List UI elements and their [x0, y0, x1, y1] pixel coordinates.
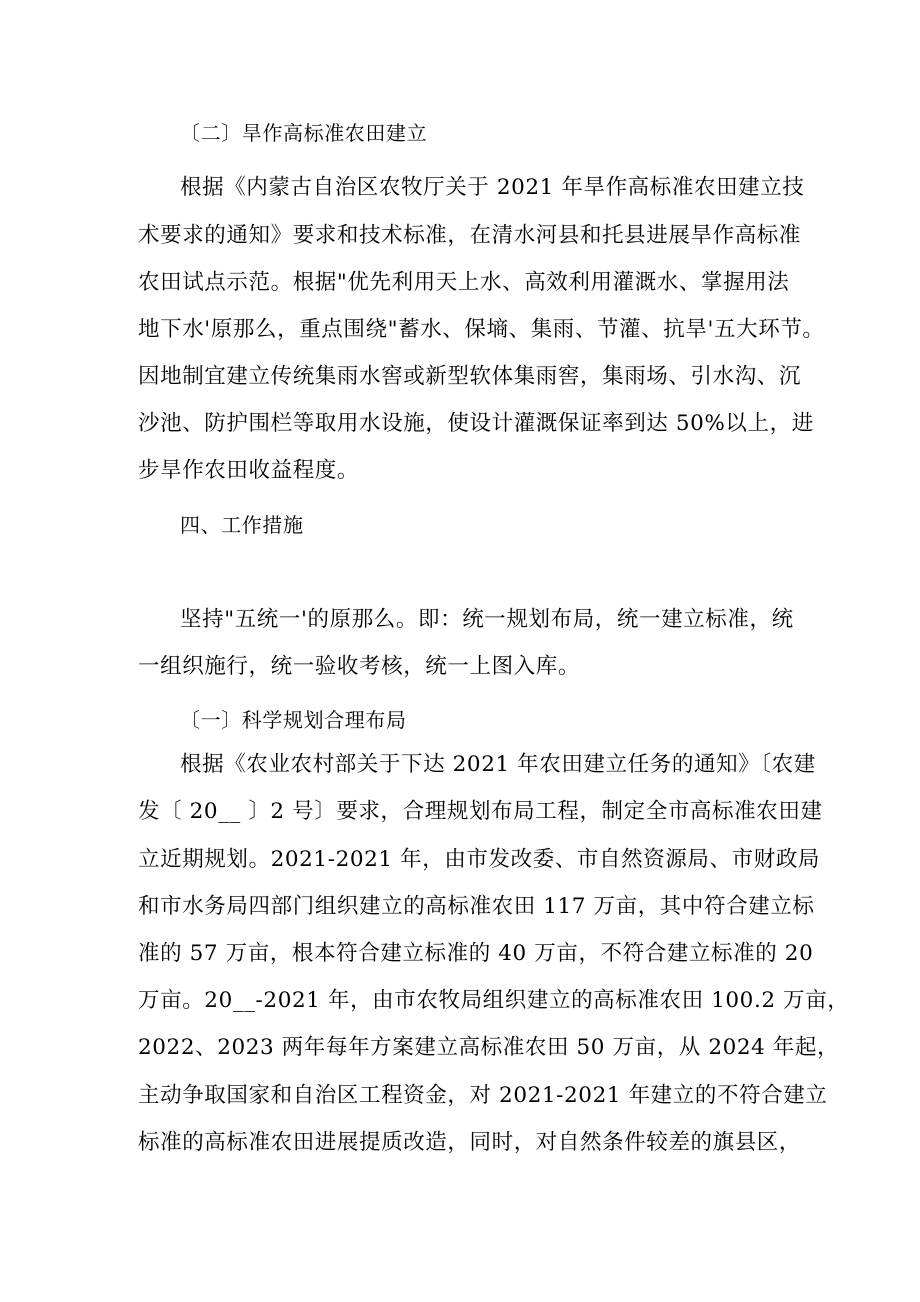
paragraph-line: 根据《内蒙古自治区农牧厅关于 2021 年旱作高标准农田建立技: [180, 175, 805, 200]
paragraph-line: 地下水'原那么，重点围绕"蓄水、保墒、集雨、节灌、抗旱'五大环节。: [138, 317, 825, 342]
paragraph-line: 万亩。20__-2021 年，由市农牧局组织建立的高标准农田 100.2 万亩，: [138, 988, 850, 1013]
section-heading-planning-layout: 〔一〕科学规划合理布局: [180, 708, 407, 732]
paragraph-line: 一组织施行，统一验收考核，统一上图入库。: [138, 654, 581, 679]
paragraph-line: 2022、2023 两年每年方案建立高标准农田 50 万亩，从 2024 年起，: [138, 1035, 840, 1060]
paragraph-line: 准的 57 万亩，根本符合建立标准的 40 万亩，不符合建立标准的 20: [138, 941, 814, 966]
paragraph-line: 立近期规划。2021-2021 年，由市发改委、市自然资源局、市财政局: [138, 847, 821, 872]
section-heading-dryland-farmland: 〔二〕旱作高标准农田建立: [180, 121, 428, 145]
paragraph-line: 术要求的通知》要求和技术标准，在清水河县和托县进展旱作高标准: [138, 223, 802, 248]
paragraph-line: 步旱作农田收益程度。: [138, 458, 360, 483]
paragraph-line: 和市水务局四部门组织建立的高标准农田 117 万亩，其中符合建立标: [138, 894, 815, 919]
paragraph-line: 标准的高标准农田进展提质改造，同时，对自然条件较差的旗县区，: [138, 1130, 802, 1155]
paragraph-line: 主动争取国家和自治区工程资金，对 2021-2021 年建立的不符合建立: [138, 1083, 828, 1108]
paragraph-line: 根据《农业农村部关于下达 2021 年农田建立任务的通知》〔农建: [180, 752, 816, 777]
paragraph-line: 发〔 20__ 〕2 号〕要求，合理规划布局工程，制定全市高标准农田建: [138, 799, 823, 824]
paragraph-line: 沙池、防护围栏等取用水设施，使设计灌溉保证率到达 50%以上，进: [138, 411, 814, 436]
paragraph-line: 因地制宜建立传统集雨水窖或新型软体集雨窖，集雨场、引水沟、沉: [138, 364, 802, 389]
paragraph-line: 农田试点示范。根据"优先利用天上水、高效利用灌溉水、掌握用法: [138, 270, 790, 295]
section-heading-work-measures: 四、工作措施: [180, 513, 304, 537]
paragraph-line: 坚持"五统一'的原那么。即：统一规划布局，统一建立标准，统: [180, 607, 794, 632]
